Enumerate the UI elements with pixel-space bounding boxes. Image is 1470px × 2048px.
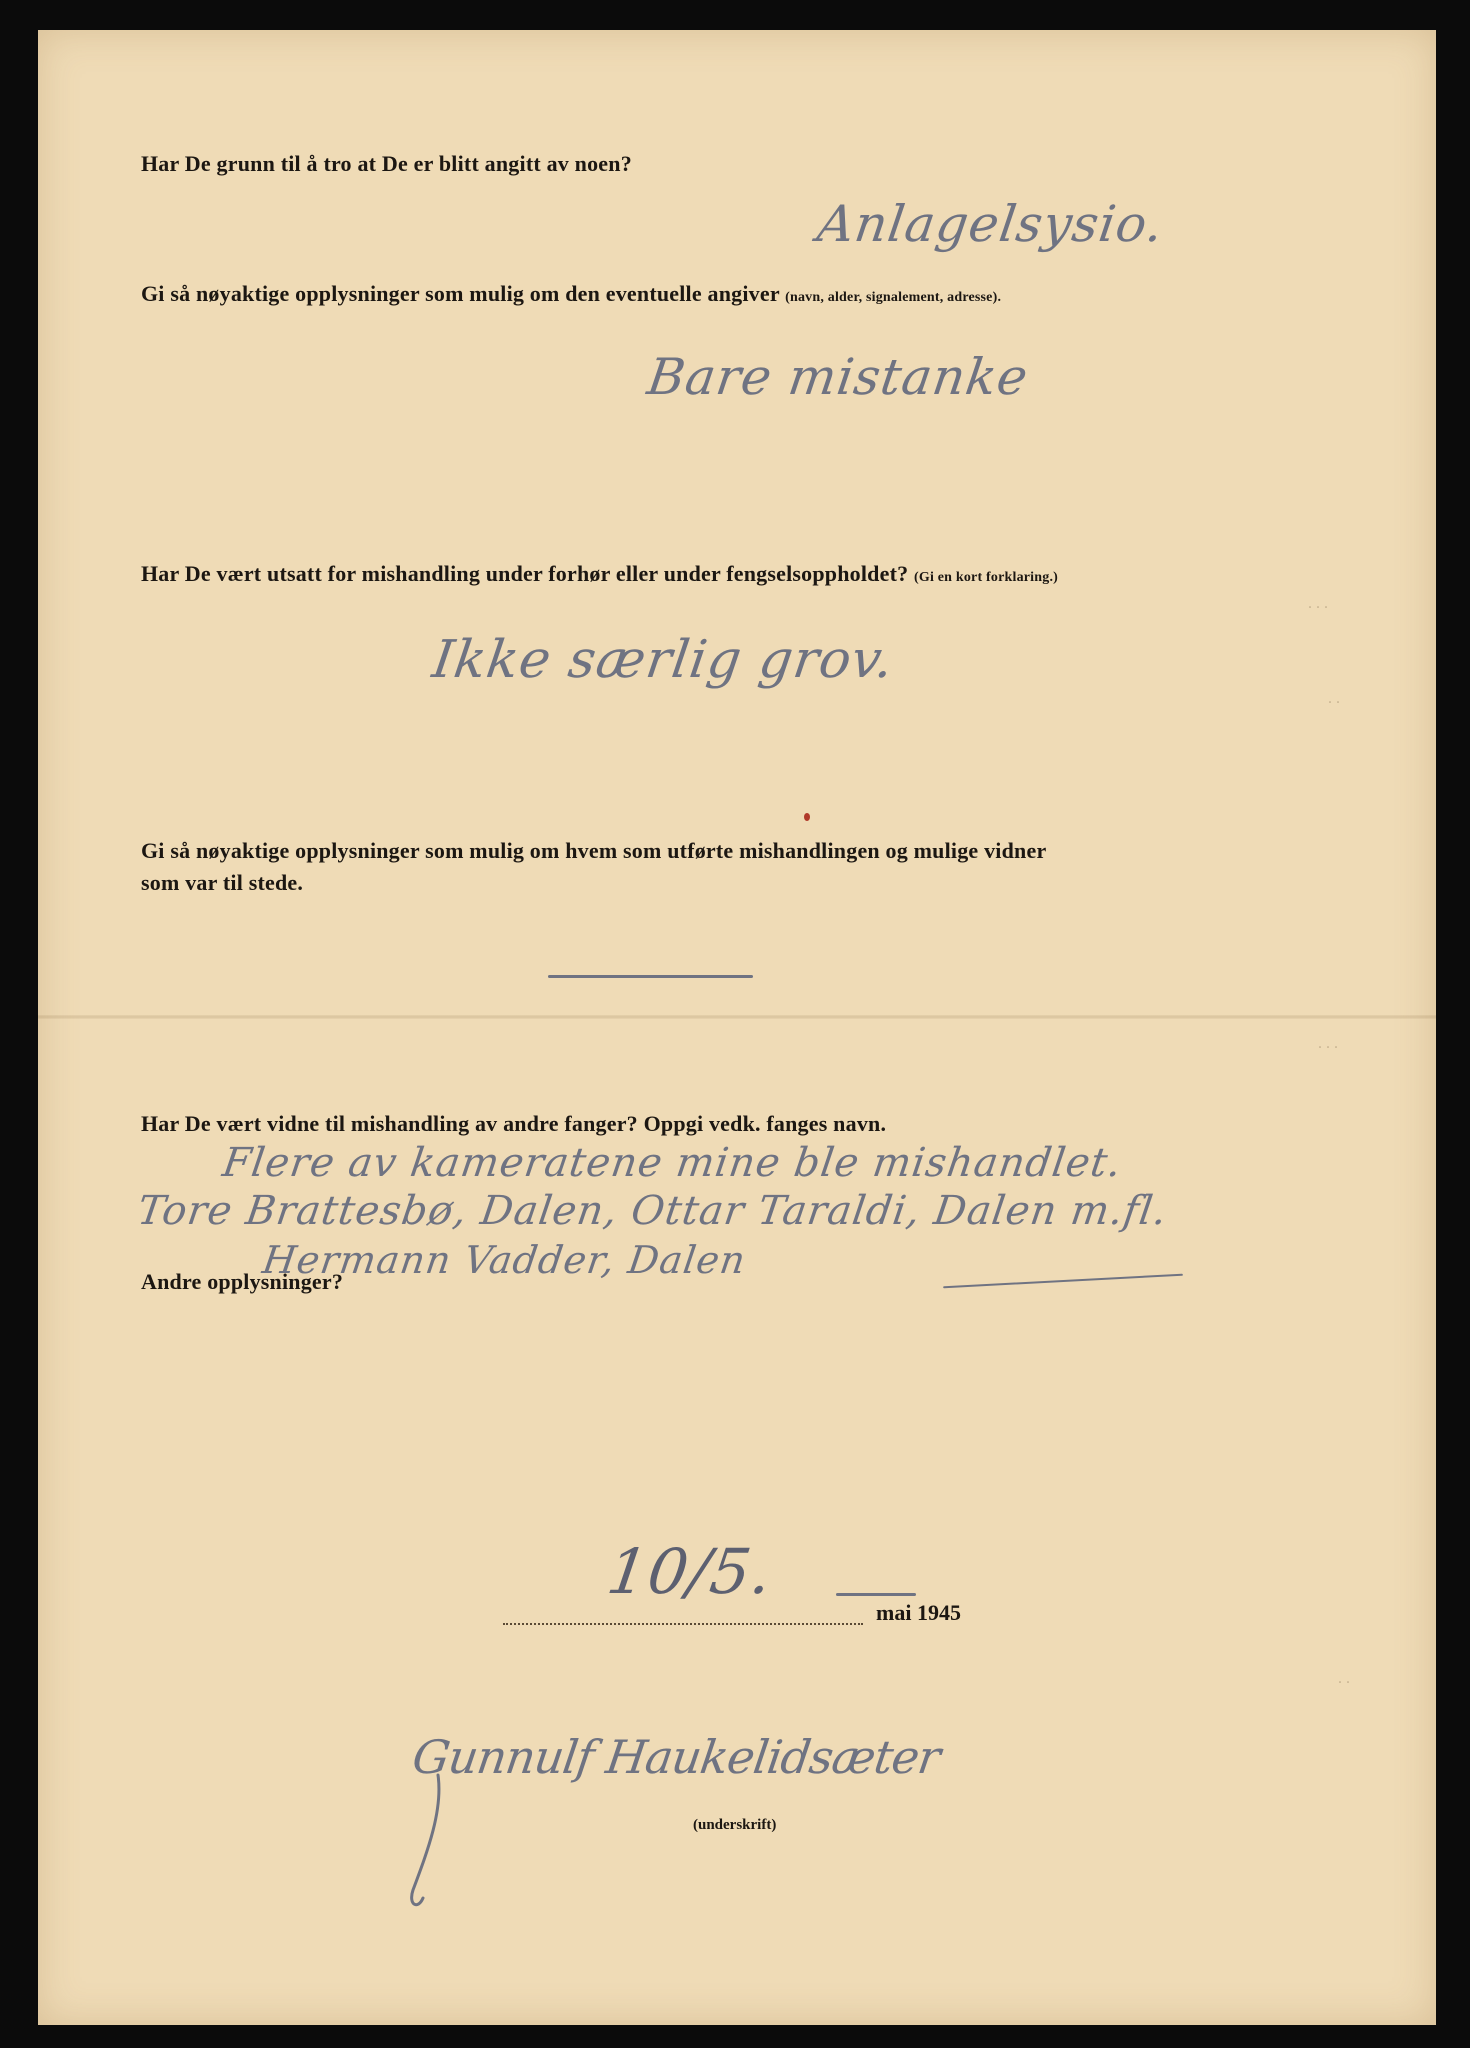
ink-blot (804, 813, 810, 821)
question-mistreatment-main: Har De vært utsatt for mishandling under forhør eller under fengselsoppholdet? (141, 561, 909, 586)
question-informer-details (141, 278, 1001, 314)
date-handwritten: 10/5. (602, 1535, 778, 1608)
question-informer-main: Gi så nøyaktige opplysninger som mulig om den eventuelle angiver (141, 281, 780, 306)
bleed-through-mark: . . . (1318, 1035, 1338, 1052)
signature-caption: (underskrift) (693, 1817, 777, 1833)
signature: Gunnulf Haukelidsæter (409, 1730, 944, 1784)
question-perpetrators-line1: Gi så nøyaktige opplysninger som mulig om hvem som utførte mishandlingen og mulige vidner (141, 838, 1047, 863)
answer-witness-endline (943, 1274, 1183, 1289)
answer-mistreatment: Ikke særlig grov. (428, 630, 898, 690)
answer-denounced: Anlagelsysio. (813, 195, 1168, 253)
question-informer-note: (navn, alder, signalement, adresse). (785, 290, 1002, 305)
bleed-through-mark: . . (1328, 690, 1340, 707)
question-witness: Har De vært vidne til mishandling av andre fanger? Oppgi vedk. fanges navn. (141, 1111, 887, 1136)
form-page (38, 30, 1436, 2025)
bleed-through-mark: . . . (1308, 595, 1328, 612)
answer-perpetrators-dash (548, 975, 753, 978)
question-mistreatment (141, 558, 1058, 594)
date-dash (836, 1593, 916, 1596)
answer-informer-details: Bare mistanke (643, 348, 1033, 406)
answer-witness-line3: Hermann Vadder, Dalen (259, 1238, 749, 1282)
bleed-through-mark: . . (1338, 1670, 1350, 1687)
question-other-info: Andre opplysninger? (141, 1269, 344, 1294)
answer-witness-line1: Flere av kameratene mine ble mishandlet. (219, 1140, 1125, 1186)
question-perpetrators-line2: som var til stede. (141, 870, 304, 895)
date-printed: mai 1945 (876, 1600, 961, 1625)
answer-witness-line2: Tore Brattesbø, Dalen, Ottar Taraldi, Dalen m.fl. (134, 1188, 1171, 1234)
date-dotted-line (503, 1623, 863, 1625)
paper-fold (38, 1015, 1436, 1019)
question-denounced: Har De grunn til å tro at De er blitt angitt av noen? (141, 151, 632, 176)
signature-flourish (398, 1770, 458, 1920)
question-mistreatment-note: (Gi en kort forklaring.) (914, 570, 1059, 585)
